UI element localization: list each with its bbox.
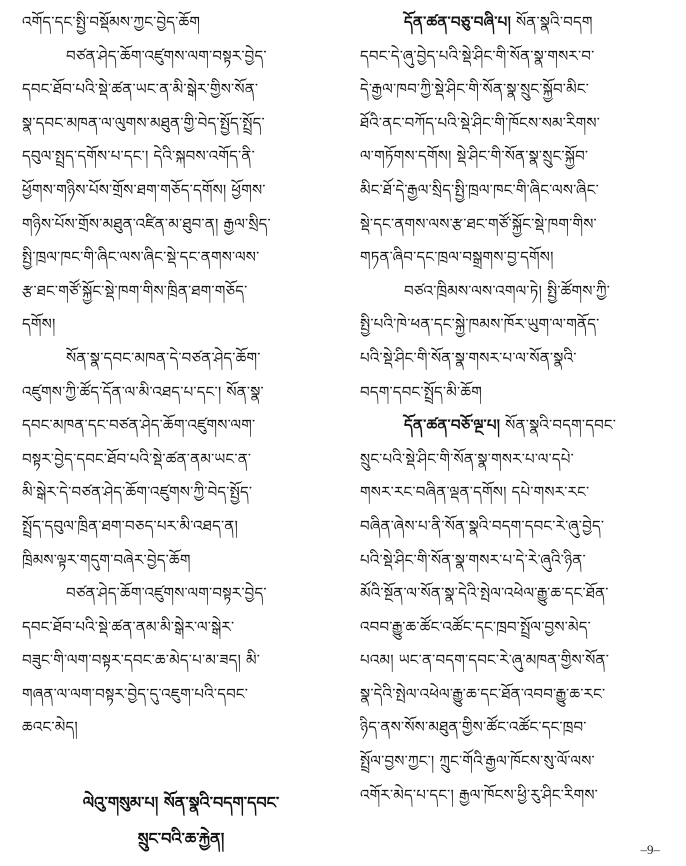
text-line: ཁྲིམས་ལྟར་གདུག་བཞེར་བྱེད་ཆོག: [22, 550, 191, 569]
text-line: དབང་ཐོབ་པའི་སྡེ་ཚན་ཡང་ན་མི་སྒེར་གྱིས་སོན་: [22, 80, 259, 99]
text-line: སྤྲོད་དབུལ་ཁྲིན་ཐག་བཅད་པར་མི་འཐད་ན།: [22, 516, 239, 535]
text-line: འགོར་མེད་པ་དང་། རྒྱལ་ཁོངས་ཕྱི་རུ་ཤིང་རིགས་: [360, 785, 599, 804]
chapter-heading-line: ལེའུ་གསུམ་པ། སོན་སྣའི་བདག་དབང་: [82, 793, 280, 813]
article-14-text: སོན་སྣའི་བདག: [511, 13, 593, 31]
text-line: པའམ། ཡང་ན་བདག་དབང་རེ་ཞུ་མཁན་གྱིས་སོན་: [360, 651, 610, 670]
text-line: པའི་སྡེ་ཤིང་གི་སོན་སྣ་གསར་པ་ལ་སོན་སྣའི་: [360, 348, 577, 367]
text-line: བཙན་ཤེད་ཆོག་འཛུགས་ལག་བསྟར་བྱེད་: [66, 584, 267, 603]
text-line: པའི་སྡེ་ཤིང་གི་སོན་སྣ་གསར་པ་དེ་རེ་ཞུའི་ཉིན་: [360, 550, 586, 569]
text-line: གསར་རང་བཞིན་ལྡན་དགོས། དཔེ་གསར་རང་: [360, 483, 590, 502]
article-14-first-line: [360, 6, 672, 40]
text-line: ལ་གཏོགས་དགོས། སྡེ་ཤིང་གི་སོན་སྣ་སྲུང་སྐྱོབ་: [360, 147, 589, 166]
text-line: འགོད་དང་སྤྱི་བསྡོམས་ཀྱང་བྱེད་ཆོག: [22, 13, 201, 31]
text-line: བདག་དབང་སྤྲོད་མི་ཆོག: [360, 382, 482, 401]
text-line: ཕྱོགས་གཉིས་པོས་གྲོས་ཐག་གཅོད་དགོས། ཕྱོགས་: [22, 180, 266, 199]
text-line: སྣ་དབང་མཁན་ལ་ལུགས་མཐུན་གྱི་བེད་སྤྱོད་སྤྲོད་: [22, 113, 265, 132]
text-line: སྡེ་དང་ནགས་ལས་རྩ་ཐང་གཙོ་སྐྱོང་སྡེ་ཁག་གིས་: [360, 214, 597, 233]
text-line: འབབ་རྒྱུ་ཆ་ཚོང་འཚོང་དང་ཁྲབ་སྤྲོལ་བྱས་མེད་: [360, 617, 592, 636]
text-line: དབུལ་སྤྲད་དགོས་པ་དང་། དེའི་སྐབས་འགོད་ནི་: [22, 147, 255, 166]
text-line: རྩ་ཐང་གཙོ་སྐྱོང་སྡེ་ཁག་གིས་ཁྲིན་ཐག་གཅོད་: [22, 281, 248, 300]
text-line: མི་སྒེར་དེ་བཙན་ཤེད་ཆོག་འཛུགས་ཀྱི་བེད་སྤྱོད་: [22, 483, 253, 502]
text-line: ཉིད་ནས་སོས་མཐུན་གྱིས་ཚོང་འཚོང་དང་ཁྲབ་: [360, 718, 587, 737]
article-15-text: སོན་སྣའི་བདག་དབང་: [500, 416, 617, 435]
text-line: སྤྱི་པའི་ཁེ་ཕན་དང་སྐྱེ་ཁམས་ཁོར་ཡུག་ལ་གནོད་: [360, 315, 600, 334]
text-line: སྣ་དེའི་སྤེལ་འཕེལ་རྒྱུ་ཆ་དང་ཐོན་འབབ་རྒྱུ་ཆ་རང་: [360, 684, 606, 703]
text-line: དབང་མཁན་དང་བཙན་ཤེད་ཆོག་འཛུགས་ལག་: [22, 416, 256, 435]
text-line: གཏན་ཞིབ་དང་ཁྲལ་བསྒྲགས་བྱ་དགོས།: [360, 248, 554, 267]
text-line: མིང་ཐོ་དེ་རྒྱལ་སྲིད་སྤྱི་ཁྲལ་ཁང་གི་ཞིང་ལས་ཞིང་: [360, 180, 599, 199]
text-line: དེ་རྒྱལ་ཁབ་ཀྱི་སྡེ་ཤིང་གི་སོན་སྣ་སྲུང་སྐྱོབ་མིང་: [360, 80, 590, 99]
text-line: བཙའ་ཁྲིམས་ལས་འགལ་ཏེ། སྤྱི་ཚོགས་ཀྱི་: [404, 281, 611, 300]
left-column: [22, 6, 340, 857]
text-line: མོའི་སྔོན་ལ་སོན་སྣ་དེའི་སྤེལ་འཕེལ་རྒྱུ་ཆ་དང་ཐོན་: [360, 584, 609, 603]
text-line: སྤྱི་ཁྲལ་ཁང་གི་ཞིང་ལས་ཞིང་སྡེ་དང་ནགས་ལས་: [22, 248, 260, 267]
article-15-label: དོན་ཚན་བཅོ་ལྔ་པ།: [404, 416, 501, 435]
chapter-heading: [22, 785, 340, 857]
right-column: [360, 6, 672, 812]
text-line: དགོས།: [22, 315, 56, 334]
text-line: བཞིན་ཞེས་པ་ནི་སོན་སྣའི་བདག་དབང་རེ་ཞུ་བྱེད་: [360, 516, 605, 535]
text-line: བསྟར་བྱེད་དབང་ཐོབ་པའི་སྡེ་ཚན་ནམ་ཡང་ན་: [22, 449, 252, 468]
article-15-first-line: [360, 409, 672, 443]
text-line: གཞན་ལ་ལག་བསྟར་བྱེད་དུ་འཇུག་པའི་དབང་: [22, 684, 249, 703]
text-line: བཟུང་གི་ལག་བསྟར་དབང་ཆ་མེད་པ་མ་ཟད། མི་: [22, 651, 261, 670]
article-14-label: དོན་ཚན་བཅུ་བཞི་པ།: [404, 13, 511, 31]
text-line: དབང་ཐོབ་པའི་སྡེ་ཚན་ནམ་མི་སྒེར་ལ་སྒེར་: [22, 617, 235, 636]
text-line: སྤྲོལ་བྱས་ཀྱང་། ཀྲུང་གོའི་རྒྱལ་ཁོངས་སུ་ལོ་ལས་: [360, 752, 595, 771]
text-line: ཆའང་མེད།: [22, 718, 78, 737]
page-number: –9–: [640, 842, 660, 857]
text-line: གཉིས་པོས་གྲོས་མཐུན་འཛིན་མ་ཐུབ་ན། རྒྱལ་སྲིད་: [22, 214, 271, 233]
text-line: བཙན་ཤེད་ཆོག་འཛུགས་ལག་བསྟར་བྱེད་: [66, 46, 267, 65]
text-line: དབང་དེ་ཞུ་བྱེད་པའི་སྡེ་ཤིང་གི་སོན་སྣ་གསར་བ་: [360, 46, 595, 65]
text-line: འཛུགས་ཀྱི་ཚོད་དོན་ལ་མི་འཐད་པ་དང་། སོན་སྣ་: [22, 382, 264, 401]
text-line: སོན་སྣ་དབང་མཁན་དེ་བཙན་ཤེད་ཆོག་: [66, 348, 261, 367]
text-line: ཐོའི་ནང་བཀོད་པའི་སྡེ་ཤིང་གི་ཁོངས་སམ་རིགས་: [360, 113, 601, 132]
chapter-heading-line: སྲུང་བའི་ཆ་རྐྱེན།: [137, 829, 225, 849]
text-line: སྲུང་པའི་སྡེ་ཤིང་གི་སོན་སྣ་གསར་པ་ལ་དཔེ་: [360, 449, 574, 468]
